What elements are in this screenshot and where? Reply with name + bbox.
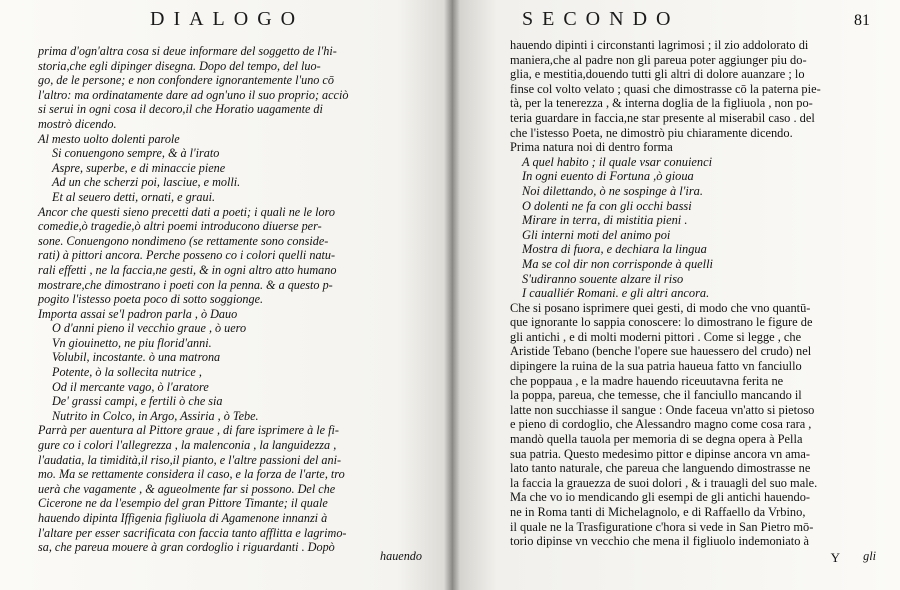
- text-line: che l'istesso Poeta, ne dimostrò piu chiaramente dicendo.: [510, 125, 793, 140]
- text-line: hauendo dipinti i circonstanti lagrimosi ; il zio addolorato di: [510, 38, 809, 52]
- text-line: uerà che vagamente , & agueolmente far si possono. Del che: [38, 481, 336, 496]
- text-line: teria guardare in faccia,ne star presente al miserabil caso . del: [510, 110, 815, 125]
- text-line: Prima natura noi di dentro forma: [510, 140, 673, 155]
- text-line: Gli interni moti del animo poi: [522, 227, 671, 242]
- text-line: O dolenti ne fa con gli occhi bassi: [522, 198, 692, 213]
- text-line: storia,che egli dipinger disegna. Dopo del tempo, del luo-: [38, 58, 321, 73]
- text-line: O d'anni pieno il vecchio graue , ò uero: [52, 321, 247, 336]
- text-line: tà, per la tenerezza , & interna doglia de la figliuola , non po-: [510, 96, 813, 111]
- text-line: Noi dilettando, ò ne sospinge à l'ira.: [522, 183, 703, 198]
- text-line: Aspre, superbe, e di minaccie piene: [52, 160, 226, 175]
- text-line: Mirare in terra, di mistitia pieni .: [522, 213, 688, 228]
- text-line: comedie,ò tragedie,ò altri poemi introducono diuerse per-: [38, 219, 322, 234]
- text-line: dipingere la ruina de la sua patria haueua fatto vn fanciullo: [510, 359, 802, 374]
- text-line: e pieno di cordoglio, che Alessandro magno come cosa rara ,: [510, 417, 812, 432]
- text-line: Al mesto uolto dolenti parole: [38, 131, 180, 146]
- text-line: mo. Ma se rettamente considera il caso, e la forza de l'arte, tro: [38, 467, 345, 482]
- text-line: Parrà per auentura al Pittore graue , di fare isprimere à le fi-: [38, 423, 339, 438]
- text-line: sa, che pareua mouere à gran cordoglio i riguardanti . Dopò: [38, 540, 335, 555]
- text-line: l'altro: ma ordinatamente dare ad ogn'uno il suo proprio; acciò: [38, 87, 349, 102]
- text-line: gli antichi , e di molti moderni pittori . Come si legge , che: [510, 329, 802, 344]
- text-line: l'altare per esser sacrificata con faccia tanto afflitta e lagrimo-: [38, 525, 347, 540]
- text-line: Od il mercante vago, ò l'aratore: [52, 379, 209, 394]
- book-gutter-shadow: [444, 0, 460, 590]
- text-line: sone. Conuengono nondimeno (se rettamente sono conside-: [38, 233, 329, 248]
- text-line: rati) à pittori ancora. Perche posseno co i colori quelli natu-: [38, 248, 336, 263]
- text-line: lato tanto naturale, che pareua che languendo dimostrasse ne: [510, 461, 811, 476]
- text-line: go, de le persone; e non confondere ignorantemente l'uno cō: [38, 73, 334, 88]
- text-line: Ancor che questi sieno precetti dati a poeti; i quali ne le loro: [38, 204, 335, 219]
- running-head-left: DIALOGO: [150, 8, 305, 30]
- text-line: Ma se col dir non corrisponde à quelli: [522, 256, 714, 271]
- text-line: que ignorante lo sappia conoscere: lo dimostrano le figure de: [510, 315, 813, 330]
- text-line: finse col volto velato ; quasi che dimostrasse cō la paterna pie-: [510, 81, 821, 96]
- right-page: [452, 0, 900, 590]
- text-line: Che si posano isprimere quei gesti, di modo che vno quantū-: [510, 300, 811, 315]
- text-line: Mostra di fuora, e dechiara la lingua: [522, 242, 707, 257]
- text-line: De' grassi campi, e fertili ò che sia: [52, 394, 223, 409]
- text-line: l'audatia, la timidità,il riso,il pianto, e l'altre passioni del ani-: [38, 452, 342, 467]
- text-line: si serui in ogni cosa il decoro,il che Horatio uagamente di: [38, 102, 323, 117]
- text-line: Potente, ò la sollecita nutrice ,: [52, 365, 202, 380]
- catchword-left: hauendo: [380, 549, 422, 563]
- text-line: glia, e mestitia,douendo tutti gli altri di dolore auanzare ; lo: [510, 67, 805, 82]
- text-line: Vn giouinetto, ne piu florid'anni.: [52, 335, 212, 350]
- text-line: maniera,che al padre non gli pareua poter aggiunger piu do-: [510, 52, 807, 67]
- text-line: Ad un che scherzi poi, lasciue, e molli.: [52, 175, 241, 190]
- text-line: Importa assai se'l padron parla , ò Dauo: [38, 306, 238, 321]
- left-page-text: [38, 44, 438, 555]
- text-line: sua patria. Questo medesimo pittor e dipinse ancora vn ama-: [510, 446, 811, 461]
- right-page-text: [510, 38, 890, 549]
- text-line: la faccia la grauezza de suoi dolori , & i trauagli del suo male.: [510, 475, 818, 490]
- page-number: 81: [854, 12, 870, 29]
- text-line: A quel habito ; il quale vsar conuienci: [522, 154, 713, 169]
- text-line: gure co i colori l'allegrezza , la malenconia , la languidezza ,: [38, 438, 337, 453]
- text-line: hauendo dipinta Iffigenia figliuola di Agamenone innanzi à: [38, 511, 328, 525]
- text-line: Nutrito in Colco, in Argo, Assiria , ò Tebe.: [52, 408, 259, 423]
- text-line: S'udiranno souente alzare il riso: [522, 271, 684, 286]
- text-line: mandò quella tauola per memoria di se degna opera à Pella: [510, 432, 803, 447]
- signature-mark: Y: [830, 550, 840, 565]
- text-line: mostrare,che dimostrano i poeti con la penna. & a questo p-: [38, 277, 333, 292]
- text-line: In ogni euento di Fortuna ,ò gioua: [522, 169, 694, 184]
- text-line: mostrò dicendo.: [38, 116, 117, 131]
- text-line: il quale ne la Trasfiguratione c'hora si vede in San Pietro mō-: [510, 519, 814, 534]
- text-line: latte non succhiasse il sangue : Onde faceua vn'atto si pietoso: [510, 402, 815, 417]
- text-line: Aristide Tebano (benche l'opere sue hauessero del crudo) nel: [510, 344, 812, 359]
- text-line: ne in Roma tanti di Michelagnolo, e di Raffaello da Vrbino,: [510, 505, 806, 519]
- text-line: la poppa, pareua, che temesse, che il fanciullo mancando il: [510, 388, 802, 403]
- text-line: Et al seuero detti, ornati, e graui.: [52, 189, 216, 204]
- running-head-right: SECONDO: [522, 8, 680, 30]
- text-line: Cicerone ne da l'esempio del gran Pittore Timante; il quale: [38, 496, 328, 511]
- text-line: Volubil, incostante. ò una matrona: [52, 350, 221, 365]
- text-line: Si conuengono sempre, & à l'irato: [52, 146, 220, 161]
- catchword-right: gli: [863, 549, 876, 563]
- text-line: I caualliér Romani. e gli altri ancora.: [522, 286, 710, 301]
- text-line: torio dipinse vn vecchio che mena il figliuolo indemoniato à: [510, 534, 810, 549]
- text-line: Ma che vo io mendicando gli esempi de gli antichi hauendo-: [510, 490, 811, 505]
- text-line: prima d'ogn'altra cosa si deue informare del soggetto de l'hi-: [38, 44, 337, 58]
- text-line: rali effetti , ne la faccia,ne gesti, & in ogni altro atto humano: [38, 262, 337, 277]
- text-line: pogito l'istesso poeta poco di sotto soggionge.: [38, 292, 264, 307]
- text-line: che poppaua , e la madre hauendo riceuutavna ferita ne: [510, 373, 784, 388]
